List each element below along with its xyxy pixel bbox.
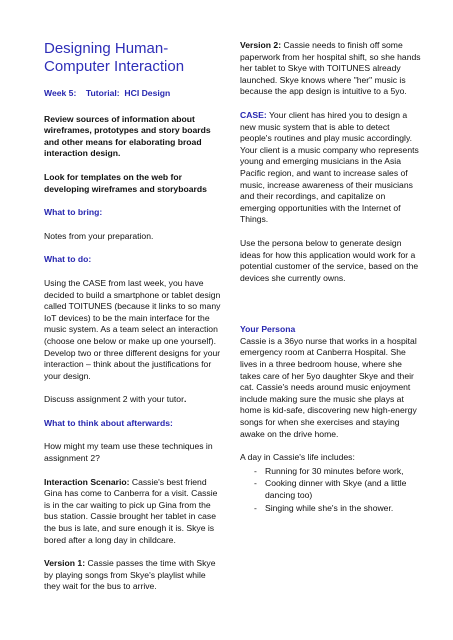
review-instruction: Review sources of information about wireframes, prototypes and story boards and other means for elaborating broad interaction design. [44,113,211,159]
templates-instruction: Look for templates on the web for developing wireframes and storyboards [44,171,207,194]
day-intro: A day in Cassie's life includes: [240,452,355,463]
case-label: CASE: [240,109,267,120]
discuss-text: Discuss assignment 2 with your tutor [44,394,184,405]
discuss-line [44,394,224,406]
tutorial-label: Tutorial: [85,88,120,98]
day-list [240,466,422,514]
dash-bullet: - [254,465,257,476]
todo-text: Using the CASE from last week, you have decided to build a smartphone or tablet design called TOITUNES (because it links to so many IoT devices) to be the main interface for the music system. As a team select an interaction (choose one below or make up one yourself). Develop two or three different designs for your interaction – think about the justifications for your design. [44,277,221,381]
week-label: Week 5: [44,88,77,98]
case-paragraph [240,110,422,226]
dash-bullet: - [254,478,257,489]
todo-heading: What to do: [44,254,92,265]
afterwards-text: How might my team use these techniques in assignment 2? [44,441,213,464]
scenario-paragraph [44,477,224,547]
afterwards-heading: What to think about afterwards: [44,417,173,428]
case-text: Your client has hired you to design a new music system that is able to detect people's routines and play music accordingly. Your client is a music company who represents young and emerging musicians in the Asia Pacific region, and want to increase sales of music, increase awareness of their musicians and their recordings, and capitalize on emerging opportunities with the Internet of Things. [240,109,419,225]
list-item-text: Singing while she's in the shower. [265,502,394,513]
version1-text: Cassie passes the time with Skye by playing songs from Skye's playlist while they wait for the bus to arrive. [44,558,216,592]
version1-label: Version 1: [44,558,86,569]
list-item-text: Cooking dinner with Skye (and a little dancing too) [265,478,407,500]
week-line [44,88,224,100]
list-item [240,466,422,478]
left-column [44,40,224,605]
tutorial-topic: HCI Design [124,88,171,98]
scenario-label: Interaction Scenario: [44,476,130,487]
list-item [240,478,422,501]
version2-label: Version 2: [240,40,282,50]
scenario-text: Cassie's best friend Gina has come to Canberra for a visit. Cassie is in the car waiting to pick up Gina from the bus station. Cassie brought her tablet in case the bus is late, and sure enough it is. Skye is bored after a long day in childcare. [44,476,218,545]
dash-bullet: - [254,502,257,513]
persona-text: Cassie is a 36yo nurse that works in a hospital emergency room at Canberra Hospital. She lives in a three bedroom house, where she takes care of her 5yo daughter Skye and their cat. Cassie's needs around music enjoyment include making sure the music she plays at home is kid-safe, discovering new high-energy songs for when she exercises and staying awake on the drive home. [240,335,417,439]
persona-heading: Your Persona [240,324,296,335]
version2-text: Cassie needs to finish off some paperwork from her hospital shift, so she hands her tablet to Skye with TOITUNES already launched. Skye knows where "her" music is because the app design is intuitive to a 5yo. [240,40,421,97]
discuss-period: . [183,394,187,405]
list-item-text: Running for 30 minutes before work, [265,465,404,476]
version1-paragraph [44,558,224,593]
persona-use-text: Use the persona below to generate design ideas for how this application would work for a potential customer of the service, based on the devices she currently owns. [240,237,419,283]
bring-heading: What to bring: [44,207,103,218]
right-column [240,40,422,515]
version2-paragraph [240,40,422,98]
spacer [240,296,422,324]
page-title: Designing Human-Computer Interaction [44,40,185,75]
list-item [240,503,422,515]
bring-text: Notes from your preparation. [44,230,154,241]
